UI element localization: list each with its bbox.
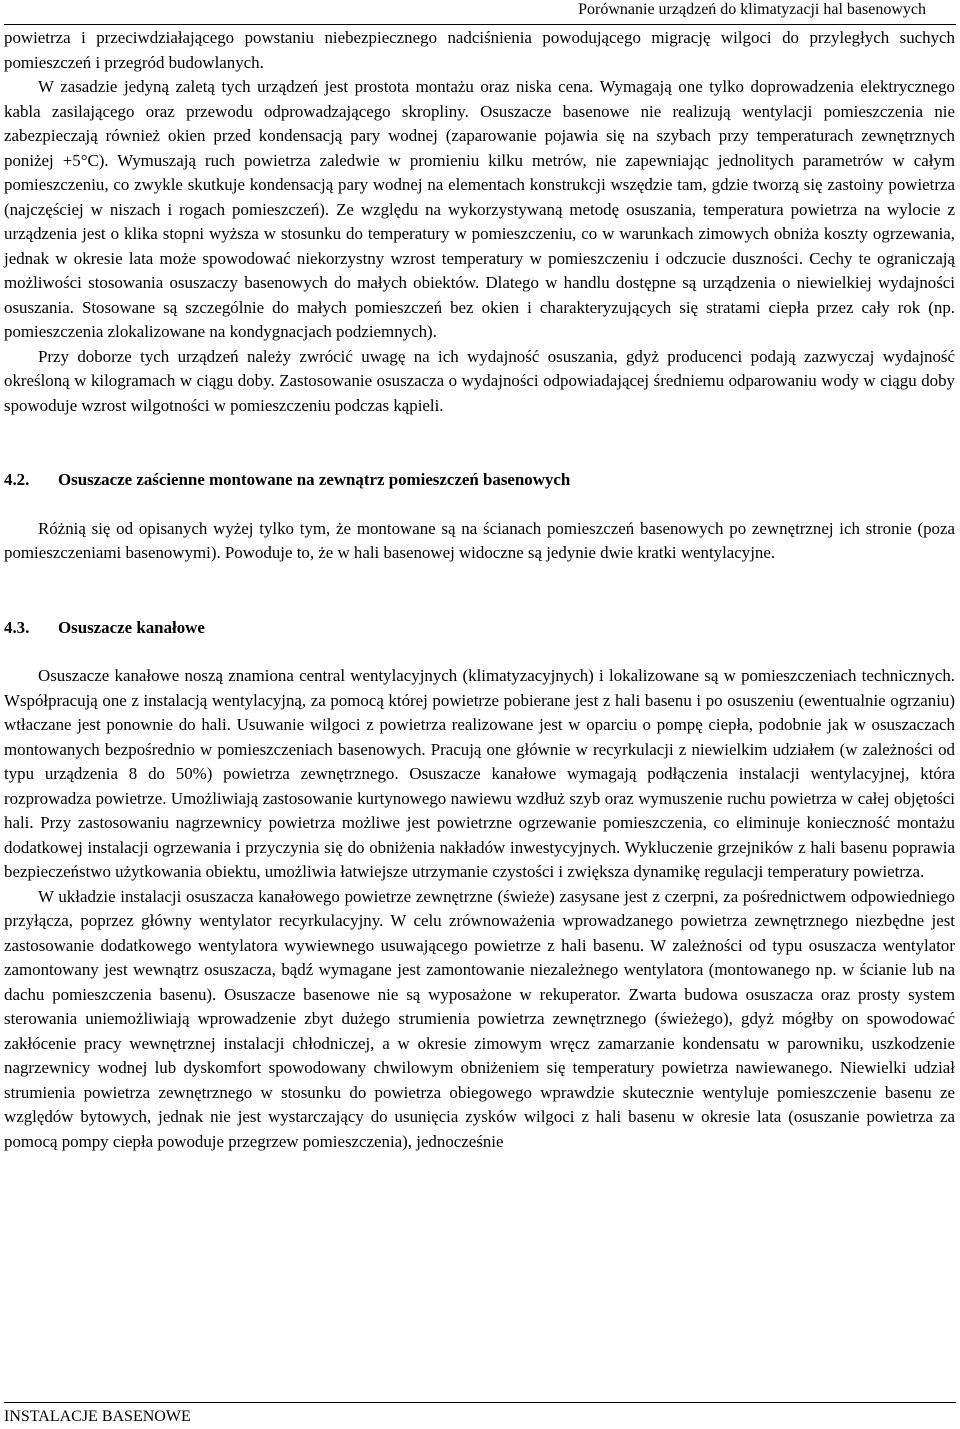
paragraph-disadvantages: W zasadzie jedyną zaletą tych urządzeń jest prostota montażu oraz niska cena. Wymagają one tylko doprowadzenia elektrycznego kabla zasilającego oraz przewodu odprowadzającego skropliny. Osuszacze basenowe nie realizują wentylacji pomieszczenia nie zabezpieczają również okien przed kondensacją pary wodnej (zaparowanie pojawia się na szybach przy temperaturach zewnętrznych poniżej +5°C). Wymuszają ruch powietrza zaledwie w promieniu kilku metrów, nie zapewniając jednolitych parametrów w całym pomieszczeniu, co zwykle skutkuje kondensacją pary wodnej na elementach konstrukcji wszędzie tam, gdzie tworzą się zastoiny powietrza (najczęściej w niszach i rogach pomieszczeń). Ze względu na wykorzystywaną metodę osuszania, temperatura powietrza na wylocie z urządzenia jest o klika stopni wyższa w stosunku do temperatury w pomieszczeniu, co w warunkach zimowych obniża koszty ogrzewania, jednak w okresie lata może spowodować niekorzystny wzrost temperatury w pomieszczeniu i odczucie duszności. Cechy te ograniczają możliwości stosowania osuszaczy basenowych do małych obiektów. Dlatego w handlu dostępne są urządzenia o niewielkiej wydajności osuszania. Stosowane są szczególnie do małych pomieszczeń bez okien i charakteryzujących się stratami ciepła przez cały rok (np. pomieszczenia zlokalizowane na kondygnacjach podziemnych). — [4, 77, 955, 341]
footer-divider — [4, 1402, 956, 1403]
paragraph-selection: Przy doborze tych urządzeń należy zwrócić uwagę na ich wydajność osuszania, gdyż producenci podają zazwyczaj wydajność określoną w kilogramach w ciągu doby. Zastosowanie osuszacza o wydajności odpowiadającej średniemu odparowaniu wody w ciągu doby spowoduje wzrost wilgotności w pomieszczeniu podczas kąpieli. — [4, 346, 955, 415]
section-heading-4-2 — [4, 468, 955, 493]
section-heading-4-3 — [4, 616, 955, 641]
running-footer: INSTALACJE BASENOWE — [4, 1408, 191, 1425]
section-number: 4.2. — [4, 470, 30, 489]
paragraph-duct-dehumidifiers: Osuszacze kanałowe noszą znamiona central wentylacyjnych (klimatyzacyjnych) i lokalizowane są w pomieszczeniach technicznych. Współpracują one z instalacją wentylacyjną, za pomocą której powietrze pobierane jest z hali basenu i po osuszeniu (ewentualnie ogrzaniu) wtłaczane jest ponownie do hali. Usuwanie wilgoci z powietrza realizowane jest w oparciu o pompę ciepła, podobnie jak w osuszaczach montowanych bezpośrednio w pomieszczeniach basenowych. Pracują one głównie w recyrkulacji z niewielkim udziałem (w zależności od typu urządzenia 8 do 50%) powietrza zewnętrznego. Osuszacze kanałowe wymagają podłączenia instalacji wentylacyjnej, która rozprowadza powietrze. Umożliwiają zastosowanie kurtynowego nawiewu wzdłuż szyb oraz wymuszenie ruchu powietrza w całej objętości hali. Przy zastosowaniu nagrzewnicy powietrza możliwe jest powietrzne ogrzewanie pomieszczenia, co eliminuje konieczność montażu dodatkowej instalacji ogrzewania i przyczynia się do obniżenia nakładów inwestycyjnych. Wykluczenie grzejników z hali basenu poprawia bezpieczeństwo użytkowania obiektu, umożliwia łatwiejsze utrzymanie czystości i zwiększa dynamikę regulacji temperatury powietrza. — [4, 666, 955, 881]
section-number: 4.3. — [4, 617, 30, 637]
document-body — [4, 26, 955, 1154]
section-title: Osuszacze kanałowe — [58, 617, 205, 637]
paragraph-wall-dehumidifiers: Różnią się od opisanych wyżej tylko tym, że montowane są na ścianach pomieszczeń basenowych po zewnętrznej ich stronie (poza pomieszczeniami basenowymi). Powoduje to, że w hali basenowej widoczne są jedynie dwie kratki wentylacyjne. — [4, 518, 955, 562]
header-divider — [4, 24, 956, 25]
paragraph-continued: powietrza i przeciwdziałającego powstaniu niebezpiecznego nadciśnienia powodującego migrację wilgoci do przyległych suchych pomieszczeń i przegród budowlanych. — [4, 28, 955, 72]
section-title: Osuszacze zaścienne montowane na zewnątrz pomieszczeń basenowych — [58, 470, 571, 489]
paragraph-duct-installation: W układzie instalacji osuszacza kanałowego powietrze zewnętrzne (świeże) zasysane jest z czerpni, za pośrednictwem odpowiedniego przyłącza, poprzez główny wentylator recyrkulacyjny. W celu zrównoważenia wprowadzanego powietrza zewnętrznego niezbędne jest zastosowanie dodatkowego wentylatora wywiewnego usuwającego powietrze z hali basenu. W zależności od typu osuszacza wentylator zamontowany jest wewnątrz osuszacza, bądź wymagane jest zamontowanie niezależnego wentylatora (montowanego np. w ścianie lub na dachu pomieszczenia basenu). Osuszacze basenowe nie są wyposażone w rekuperator. Zwarta budowa osuszacza oraz prosty system sterowania uniemożliwiają wprowadzenie zbyt dużego strumienia powietrza zewnętrznego (świeżego), gdyż mógłby on spowodować zakłócenie pracy wewnętrznej instalacji chłodniczej, a w okresie zimowym wręcz zamarzanie kondensatu w parowniku, uszkodzenie nagrzewnicy wodnej lub dyskomfort spowodowany chwilowym obniżeniem się temperatury powietrza nawiewanego. Niewielki udział strumienia powietrza zewnętrznego w stosunku do powietrza obiegowego wprawdzie skutecznie wentyluje pomieszczenie basenu ze względów bytowych, jednak nie jest wystarczający do usunięcia zysków wilgoci z hali basenu w okresie lata (osuszanie powietrza za pomocą pompy ciepła powoduje przegrzew pomieszczenia), jednocześnie — [4, 886, 955, 1151]
running-header: Porównanie urządzeń do klimatyzacji hal basenowych — [578, 1, 926, 18]
